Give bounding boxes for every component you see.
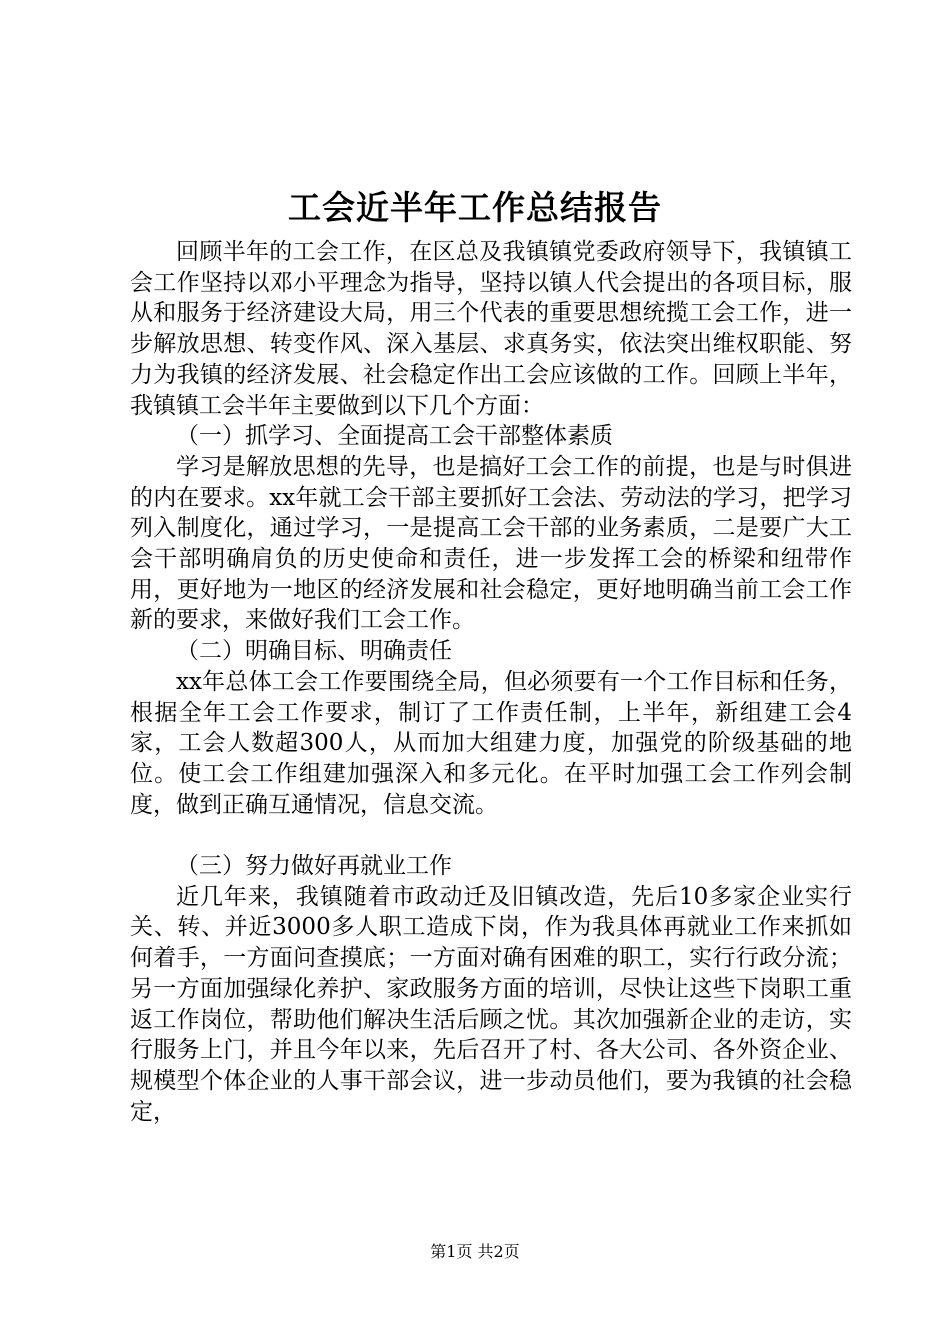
paragraph-section-3: 近几年来，我镇随着市政动迁及旧镇改造，先后10多家企业实行关、转、并近3000多人职工造成下岗，作为我具体再就业工作来抓如何着手，一方面问查摸底；一方面对确有困难的职工，实行行政分流；另一方面加强绿化养护、家政服务方面的培训，尽快让这些下岗职工重返工作岗位，帮助他们解决生活后顾之忧。其次加强新企业的走访，实行服务上门，并且今年以来，先后召开了村、各大公司、各外资企业、规模型个体企业的人事干部会议，进一步动员他们，要为我镇的社会稳定， — [130, 883, 852, 1125]
document-title: 工会近半年工作总结报告 — [288, 188, 662, 227]
section-heading-1: （一）抓学习、全面提高工会干部整体素质 — [176, 423, 613, 450]
paragraph-spacer — [130, 820, 852, 851]
paragraph-section-2: xx年总体工会工作要围绕全局，但必须要有一个工作目标和任务，根据全年工会工作要求，制订了工作责任制，上半年，新组建工会4家，工会人数超300人，从而加大组建力度，加强党的阶级基础的地位。使工会工作组建加强深入和多元化。在平时加强工会工作列会制度，做到正确互通情况，信息交流。 — [130, 668, 852, 818]
section-heading-3: （三）努力做好再就业工作 — [176, 853, 452, 880]
page-footer: 第1页 共2页 — [430, 1242, 520, 1261]
paragraph-section-1: 学习是解放思想的先导，也是搞好工会工作的前提，也是与时俱进的内在要求。xx年就工会干部主要抓好工会法、劳动法的学习，把学习列入制度化，通过学习，一是提高工会干部的业务素质，二是要广大工会干部明确肩负的历史使命和责任，进一步发挥工会的桥梁和纽带作用，更好地为一地区的经济发展和社会稳定，更好地明确当前工会工作新的要求，来做好我们工会工作。 — [130, 453, 852, 634]
document-body — [130, 237, 852, 1127]
section-heading-2: （二）明确目标、明确责任 — [176, 638, 452, 665]
paragraph-intro: 回顾半年的工会工作，在区总及我镇镇党委政府领导下，我镇镇工会工作坚持以邓小平理念为指导，坚持以镇人代会提出的各项目标，服从和服务于经济建设大局，用三个代表的重要思想统揽工会工作，进一步解放思想、转变作风、深入基层、求真务实，依法突出维权职能、努力为我镇的经济发展、社会稳定作出工会应该做的工作。回顾上半年，我镇镇工会半年主要做到以下几个方面： — [130, 239, 852, 419]
